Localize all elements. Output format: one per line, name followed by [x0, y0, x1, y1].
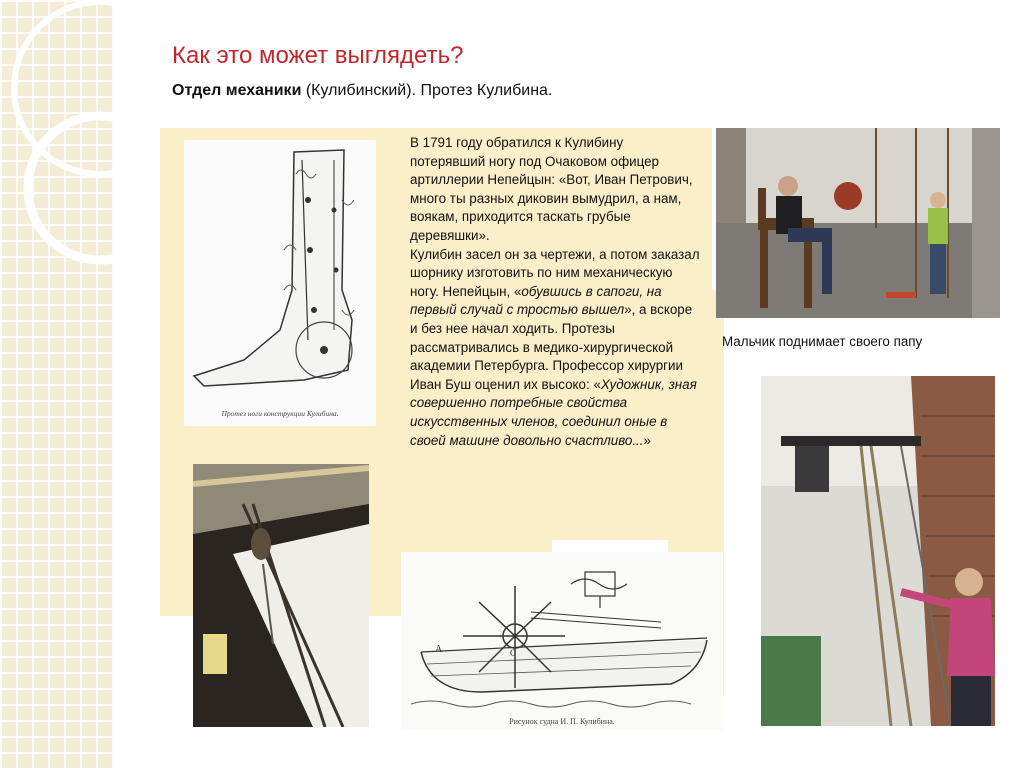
ship-label-a: А	[435, 644, 443, 655]
subtitle-bold: Отдел механики	[172, 82, 302, 99]
photo-boy-lifting-father	[716, 128, 1000, 318]
p2-quote-2: Художник, зная совершенно потребные свойства искусственных членов, соединил оные в своей машине довольно счастливо...	[410, 376, 697, 448]
ship-drawing	[401, 552, 723, 730]
ship-label-c: С	[510, 648, 517, 658]
main-text	[410, 134, 700, 450]
decorative-circles	[0, 0, 114, 768]
prosthesis-caption: Протез ноги конструкции Кулибина.	[221, 409, 339, 418]
text-paragraph-1: В 1791 году обратился к Кулибину потерявший ногу под Очаковом офицер артиллерии Непейцын: «Вот, Иван Петрович, много ты разных диковин вымудрил, а нам, воякам, приходится таскать грубые деревяшки».	[410, 135, 693, 243]
photo-woman-pulley	[761, 376, 995, 726]
slide-title: Как это может выглядеть?	[172, 42, 464, 69]
prosthesis-drawing	[184, 140, 376, 426]
p2-part-b: », а вскоре и без нее начал ходить. Протезы рассматривались в медико-хирургической академии Петербурга. Профессор хирургии Иван Буш оценил их высоко: «	[410, 302, 693, 392]
p2-quote: обувшись в сапоги, на первый случай с тростью вышел	[410, 283, 662, 318]
decorative-side-pattern	[0, 0, 114, 768]
p2-end: »	[643, 432, 651, 448]
p2-part-a: Кулибин засел он за чертежи, а потом заказал шорнику изготовить по ним механическую ногу. Непейцын, «	[410, 246, 700, 299]
ship-caption: Рисунок судна И. П. Кулибина.	[509, 717, 615, 726]
photo-pulley	[193, 464, 369, 727]
slide-subtitle	[172, 82, 552, 100]
subtitle-rest: (Кулибинский). Протез Кулибина.	[301, 82, 553, 99]
photo-caption: Мальчик поднимает своего папу	[722, 334, 923, 349]
text-paragraph-2	[410, 246, 700, 451]
